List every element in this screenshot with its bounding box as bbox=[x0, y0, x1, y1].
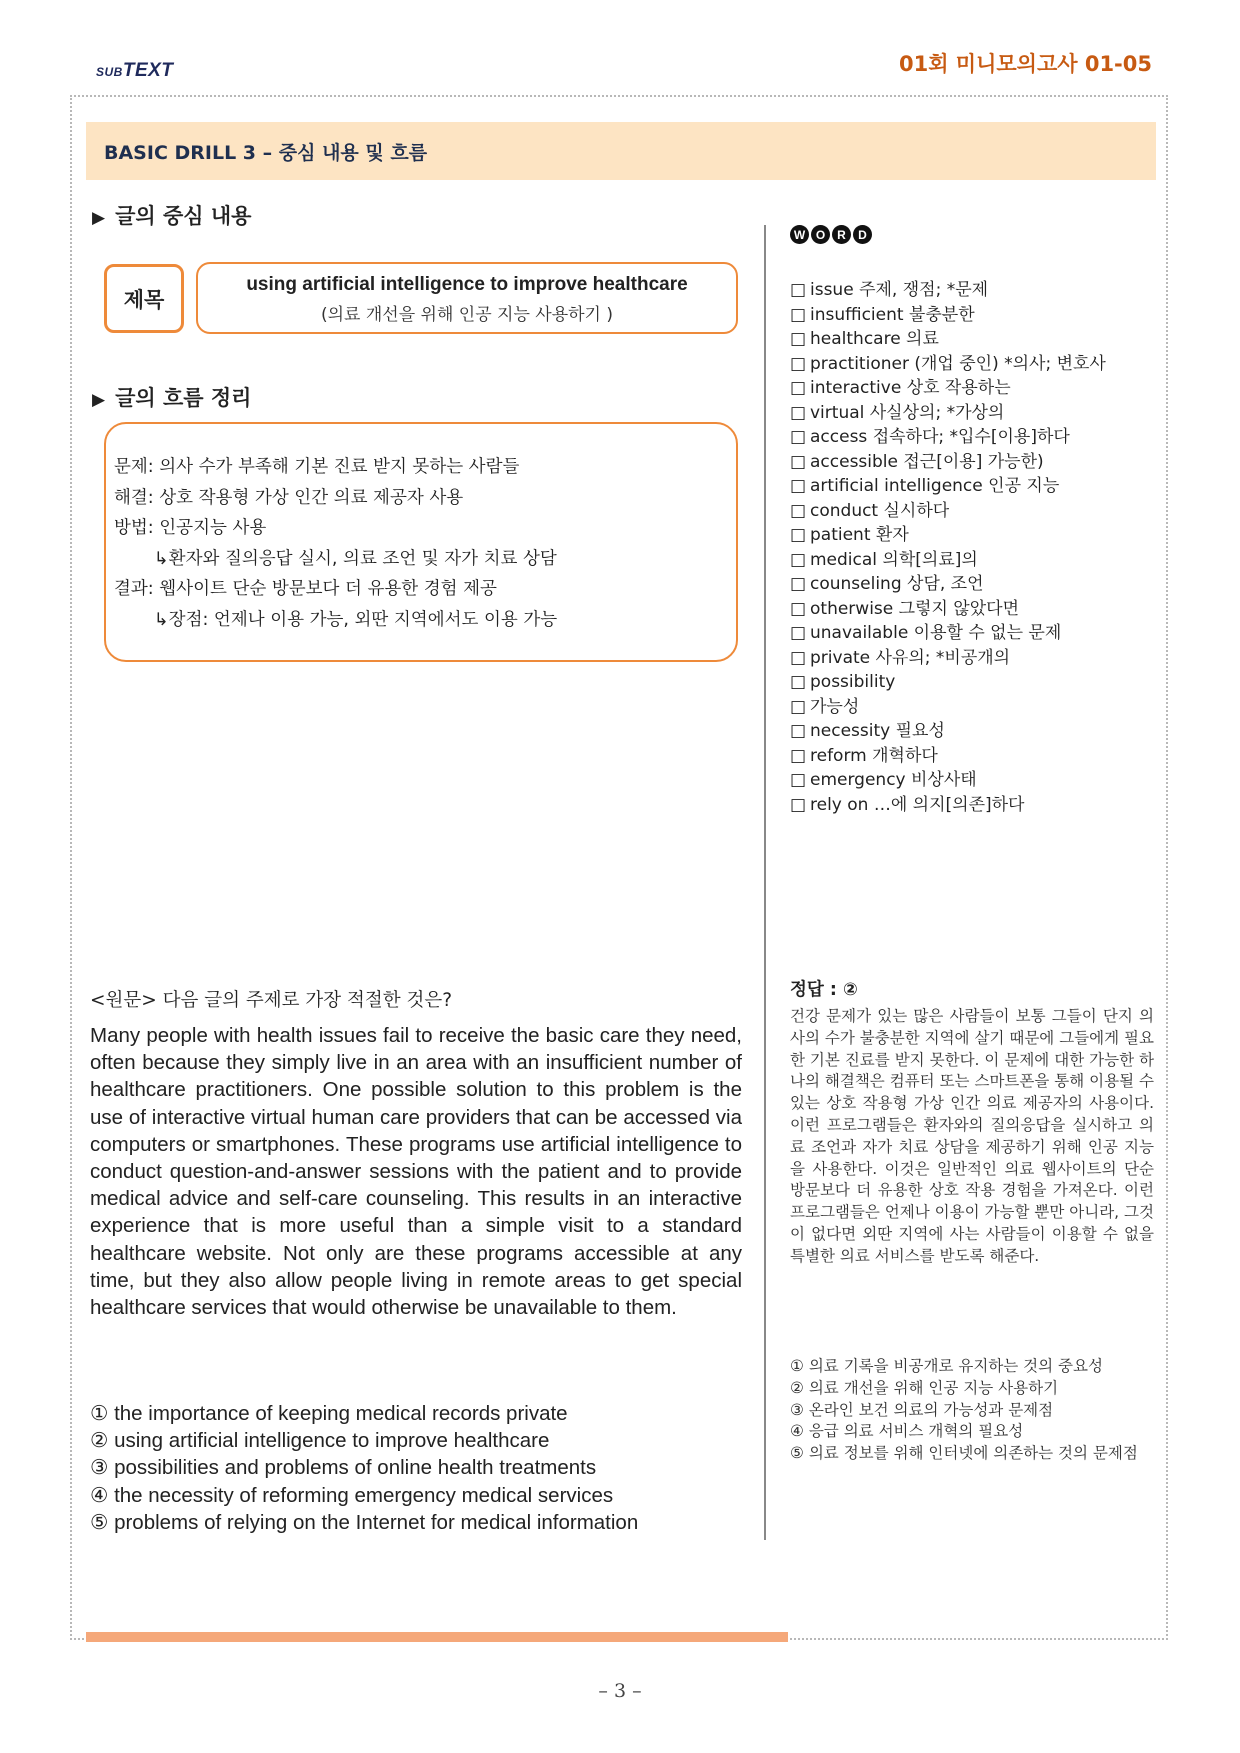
flow-line-solution: 해결: 상호 작용형 가상 인간 의료 제공자 사용 bbox=[114, 487, 464, 508]
page-number: – 3 – bbox=[598, 1680, 642, 1702]
word-letter-r: R bbox=[832, 225, 851, 244]
vocabulary-list bbox=[790, 278, 1106, 817]
answer-option-5: ⑤ problems of relying on the Internet for medical information bbox=[90, 1510, 639, 1534]
korean-translation: 건강 문제가 있는 많은 사람들이 보통 그들이 단지 의사의 수가 불충분한 지역에 살기 때문에 그들에게 필요한 기본 진료를 받지 못한다. 이 문제에 대한 가능한 하나의 해결책은 컴퓨터 또는 스마트폰을 통해 이용될 수 있는 상호 작용형 가상 인간 의료 제공자의 사용이다. 이런 프로그램들은 환자와의 질의응답을 실시하고 의료 조언과 자가 치료 상담을 제공하기 위해 인공 지능을 사용한다. 이것은 일반적인 의료 웹사이트의 단순 방문보다 더 유용한 상호 작용 경험을 가져온다. 이런 프로그램들은 언제나 이용이 가능할 뿐만 아니라, 그것이 없다면 외딴 지역에 사는 사람들이 이용할 수 없을 특별한 의료 서비스를 받도록 해준다. bbox=[790, 1007, 1154, 1265]
vocab-item bbox=[790, 425, 1106, 450]
reading-passage: Many people with health issues fail to receive the basic care they need, often because they simply live in an area with an insufficient number of healthcare practitioners. One possible solution to this problem is the use of interactive virtual human care providers that can be accessed via computers or smartphones. These programs use artificial intelligence to conduct question-and-answer sessions with the patient and to provide medical advice and self-care counseling. This results in an interactive experience that is more useful than a simple visit to a standard healthcare website. Not only are these programs accessible at any time, but they also allow people living in remote areas to get special healthcare services that would otherwise be unavailable to them. bbox=[90, 1024, 742, 1320]
word-letter-w: W bbox=[790, 225, 809, 244]
word-letter-d: D bbox=[853, 225, 872, 244]
checkbox-icon: □ bbox=[790, 500, 807, 521]
korean-option-3: ③ 온라인 보건 의료의 가능성과 문제점 bbox=[790, 1400, 1054, 1419]
answer-options bbox=[90, 1400, 638, 1536]
vocab-text: counseling 상담, 조언 bbox=[810, 574, 984, 594]
checkbox-icon: □ bbox=[790, 549, 807, 570]
vocab-item bbox=[790, 646, 1106, 671]
vocab-item bbox=[790, 474, 1106, 499]
checkbox-icon: □ bbox=[790, 598, 807, 619]
checkbox-icon: □ bbox=[790, 647, 807, 668]
checkbox-icon: □ bbox=[790, 353, 807, 374]
word-heading bbox=[790, 225, 872, 244]
flow-summary-box bbox=[104, 422, 738, 662]
vocab-item bbox=[790, 768, 1106, 793]
vocab-item bbox=[790, 499, 1106, 524]
vocab-text: issue 주제, 쟁점; *문제 bbox=[810, 280, 989, 300]
checkbox-icon: □ bbox=[790, 770, 807, 790]
checkbox-icon: □ bbox=[790, 402, 807, 423]
checkbox-icon: □ bbox=[790, 329, 807, 349]
checkbox-icon: □ bbox=[790, 745, 807, 766]
title-tag: 제목 bbox=[104, 264, 184, 333]
vocab-text: patient 환자 bbox=[810, 525, 909, 545]
vocab-item bbox=[790, 695, 1106, 720]
footer-accent-bar bbox=[86, 1632, 788, 1642]
vocab-text: virtual 사실상의; *가상의 bbox=[810, 402, 1005, 423]
vocab-text: rely on …에 의지[의존]하다 bbox=[810, 794, 1025, 815]
checkbox-icon: □ bbox=[790, 623, 807, 643]
vocab-text: necessity 필요성 bbox=[810, 721, 945, 741]
title-box bbox=[196, 262, 738, 334]
flow-line-method: 방법: 인공지능 사용 bbox=[114, 518, 267, 538]
main-idea-heading bbox=[92, 200, 251, 230]
logo-main-text: TEXT bbox=[122, 60, 174, 81]
vocab-text: possibility bbox=[810, 672, 896, 692]
flow-heading-text: 글의 흐름 정리 bbox=[115, 386, 252, 410]
vocab-text: private 사유의; *비공개의 bbox=[810, 647, 1011, 668]
checkbox-icon: □ bbox=[790, 378, 807, 398]
answer-option-2: ② using artificial intelligence to improve healthcare bbox=[90, 1429, 550, 1453]
checkbox-icon: □ bbox=[790, 721, 807, 741]
checkbox-icon: □ bbox=[790, 672, 807, 692]
answer-option-1: ① the importance of keeping medical records private bbox=[90, 1402, 568, 1425]
vocab-text: unavailable 이용할 수 없는 문제 bbox=[810, 623, 1062, 643]
logo-sub-text: SUB bbox=[96, 65, 123, 79]
answer-option-3: ③ possibilities and problems of online health treatments bbox=[90, 1456, 597, 1480]
vocab-item bbox=[790, 352, 1106, 377]
section-banner bbox=[86, 122, 1156, 180]
korean-options bbox=[790, 1356, 1154, 1465]
vocab-item bbox=[790, 523, 1106, 548]
triangle-bullet-icon: ▶ bbox=[92, 208, 106, 228]
flow-line-result: 결과: 웹사이트 단순 방문보다 더 유용한 경험 제공 bbox=[114, 579, 497, 599]
vocab-text: access 접속하다; *입수[이용]하다 bbox=[810, 427, 1070, 447]
question-prompt: <원문> 다음 글의 주제로 가장 적절한 것은? bbox=[90, 990, 453, 1011]
vocab-text: healthcare 의료 bbox=[810, 329, 939, 349]
word-letter-o: O bbox=[811, 225, 830, 244]
flow-heading bbox=[92, 382, 251, 412]
korean-option-4: ④ 응급 의료 서비스 개혁의 필요성 bbox=[790, 1422, 1024, 1441]
checkbox-icon: □ bbox=[790, 304, 807, 325]
vocab-text: accessible 접근[이용] 가능한) bbox=[810, 451, 1044, 472]
banner-title: BASIC DRILL 3 – 중심 내용 및 흐름 bbox=[104, 142, 428, 164]
triangle-bullet-icon: ▶ bbox=[92, 390, 106, 410]
flow-line-result-detail: ↳장점: 언제나 이용 가능, 외딴 지역에서도 이용 가능 bbox=[154, 609, 558, 630]
vocab-text: medical 의학[의료]의 bbox=[810, 549, 978, 570]
vocab-text: interactive 상호 작용하는 bbox=[810, 378, 1011, 398]
vocab-text: emergency 비상사태 bbox=[810, 770, 977, 790]
vocab-text: otherwise 그렇지 않았다면 bbox=[810, 598, 1019, 619]
vocab-item bbox=[790, 597, 1106, 622]
checkbox-icon: □ bbox=[790, 280, 807, 300]
answer-label: 정답 : ② bbox=[790, 980, 858, 1000]
checkbox-icon: □ bbox=[790, 794, 807, 815]
vocab-text: reform 개혁하다 bbox=[810, 745, 938, 766]
column-divider bbox=[764, 225, 766, 1540]
checkbox-icon: □ bbox=[790, 696, 807, 717]
vocab-item bbox=[790, 303, 1106, 328]
vocab-item bbox=[790, 327, 1106, 352]
answer-option-4: ④ the necessity of reforming emergency medical services bbox=[90, 1483, 614, 1507]
vocab-item bbox=[790, 670, 1106, 695]
vocab-text: artificial intelligence 인공 지능 bbox=[810, 476, 1060, 496]
checkbox-icon: □ bbox=[790, 451, 807, 472]
vocab-item bbox=[790, 401, 1106, 426]
korean-option-2: ② 의료 개선을 위해 인공 지능 사용하기 bbox=[790, 1378, 1059, 1397]
checkbox-icon: □ bbox=[790, 574, 807, 594]
korean-option-1: ① 의료 기록을 비공개로 유지하는 것의 중요성 bbox=[790, 1357, 1103, 1375]
title-english: using artificial intelligence to improve healthcare bbox=[246, 274, 688, 295]
vocab-item bbox=[790, 376, 1106, 401]
vocab-item bbox=[790, 744, 1106, 769]
title-korean: (의료 개선을 위해 인공 지능 사용하기 ) bbox=[320, 305, 614, 325]
vocab-item bbox=[790, 278, 1106, 303]
vocab-item bbox=[790, 548, 1106, 573]
vocab-item bbox=[790, 621, 1106, 646]
page-header-title: 01회 미니모의고사 01-05 bbox=[898, 52, 1152, 76]
vocab-text: practitioner (개업 중인) *의사; 변호사 bbox=[810, 353, 1106, 374]
vocab-item bbox=[790, 572, 1106, 597]
vocab-item bbox=[790, 719, 1106, 744]
publisher-logo bbox=[96, 60, 173, 82]
vocab-item bbox=[790, 450, 1106, 475]
vocab-text: 가능성 bbox=[810, 696, 860, 717]
flow-line-problem: 문제: 의사 수가 부족해 기본 진료 받지 못하는 사람들 bbox=[114, 457, 520, 477]
checkbox-icon: □ bbox=[790, 476, 807, 496]
main-idea-heading-text: 글의 중심 내용 bbox=[115, 204, 252, 228]
checkbox-icon: □ bbox=[790, 525, 807, 545]
vocab-text: insufficient 불충분한 bbox=[810, 304, 975, 325]
korean-option-5: ⑤ 의료 정보를 위해 인터넷에 의존하는 것의 문제점 bbox=[790, 1444, 1138, 1463]
vocab-text: conduct 실시하다 bbox=[810, 500, 950, 521]
flow-line-method-detail: ↳환자와 질의응답 실시, 의료 조언 및 자가 치료 상담 bbox=[154, 548, 557, 569]
checkbox-icon: □ bbox=[790, 427, 807, 447]
vocab-item bbox=[790, 793, 1106, 818]
